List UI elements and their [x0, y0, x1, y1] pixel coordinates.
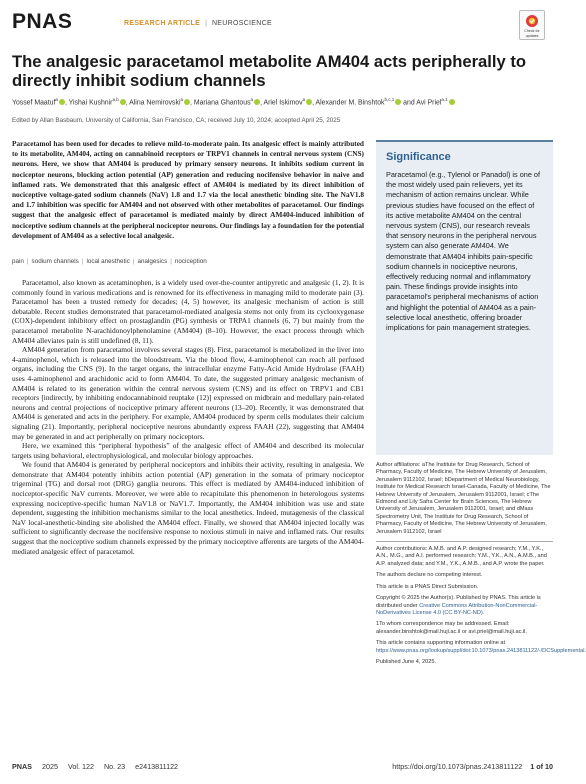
author-affiliations: Author affiliations: aThe Institute for Drug Research, School of Pharmacy, Faculty of Medicine, The Hebrew University of Jerusalem, Jerusalem 9112102, Israel; bDepartment of Medical Neurobiology, Institute for Medical Research Israel-Canada, Faculty of Medicine, The Hebrew University of Jerusalem, Jerusalem 9112001, Israel; cThe Edmond and Lily Safra Center for Brain Sciences, The Hebrew University of Jerusalem, Jerusalem 9112001, Israel; and dMass Spectrometry Unit, The Institute for Drug Research, School of Pharmacy, Faculty of Medicine, The Hebrew University of Jerusalem, Jerusalem 9112102, Israel — [376, 462, 551, 535]
body-paragraph: We found that AM404 is generated by peripheral nociceptors and inhibits their activity, resulting in analgesia. We demonstrate that AM404 potently inhibits action potential (AP) generation in the somata of primary nociceptor trigeminal (TG) and dorsal root (DRG) ganglia neurons. This effect is mediated by AM404-induced inhibition of nociceptor-specific NaV currents. Moreover, we were able to recapitulate this phenomenon in heterologous systems expressing nociceptive-specific human NaV1.8 or NaV1.7. Importantly, the AM404 inhibition was use and state dependent, suggesting the inhibition mechanisms similar to the local anesthetics. Indeed, mutagenesis of the classical NaV local-anesthetic-binding site abolished the AM404 effect. Finally, we showed that AM404 injected locally was sufficient to significantly decrease the nocifensive response to noxious stimuli in naive and inflamed rats. Our results suggest that the nociceptive sodium channels expressed by the primary nociceptive afferents are targets of the AM404-mediated analgesic effect of paracetamol. — [12, 460, 364, 556]
keywords — [12, 258, 207, 265]
copyright-text: Copyright © 2025 the Author(s). Published by PNAS. This article is distributed under — [376, 595, 541, 609]
page-header — [12, 10, 553, 40]
check-updates-line1: Check for — [524, 29, 540, 33]
footer-year: 2025 — [41, 762, 58, 771]
edited-line: Edited by Allan Basbaum, University of California, San Francisco, CA; received July 10, 2024; accepted April 25, 2025 — [12, 117, 341, 124]
article-tags — [124, 20, 272, 27]
check-updates-line2: updates — [525, 34, 539, 38]
article-section[interactable]: NEUROSCIENCE — [211, 20, 272, 27]
author-affiliation-marker: a — [250, 97, 254, 102]
significance-text: Paracetamol (e.g., Tylenol or Panadol) is one of the most widely used pain relievers, yet its mechanism of action remains unclear. While previous studies have focused on the effect of its active metabolite AM404 on the central nervous system (CNS), our research reveals that sensory neurons in the peripheral nervous system can also generate AM404. We demonstrate that AM404 inhibits pain-specific sodium channels in nociceptive neurons, effectively reducing normal and inflammatory pain. These findings provide insights into paracetamol's peripheral mechanisms of action and highlight the potential of AM404 as a pain-selective local anesthetic, offering broader implications for pain management strategies. — [386, 170, 540, 333]
direct-submission-note: This article is a PNAS Direct Submission. — [376, 583, 479, 590]
footer-volume: Vol. 122 — [67, 762, 94, 771]
keyword-separator: | — [81, 258, 84, 265]
keyword-separator: | — [170, 258, 172, 265]
keyword[interactable]: analgesics — [137, 258, 168, 265]
author-name[interactable]: Mariana Ghantous — [193, 99, 251, 107]
article-type: RESEARCH ARTICLE — [124, 20, 201, 27]
author-name[interactable]: Alexander M. Binshtok — [315, 99, 385, 107]
supporting-info-text: This article contains supporting information online at — [376, 640, 506, 647]
keyword[interactable]: local anesthetic — [86, 258, 130, 265]
copyright-note — [376, 595, 553, 617]
author-affiliation-marker: a — [55, 97, 58, 102]
footer-article-id: e2413811122 — [135, 762, 179, 771]
author-name[interactable]: Yishai Kushnir — [68, 99, 113, 107]
significance-title: Significance — [386, 151, 451, 163]
supporting-info-link[interactable]: https://www.pnas.org/lookup/suppl/doi:10.1073/pnas.2413811122/-/DCSupplemental. — [376, 647, 586, 654]
author-separator: , — [260, 99, 264, 107]
author-affiliation-marker: a — [302, 97, 306, 102]
author-separator: , — [190, 99, 194, 107]
published-date: Published June 4, 2025. — [376, 658, 437, 665]
author-separator: , — [64, 99, 69, 107]
author-affiliation-marker: a,b — [112, 97, 119, 102]
author-name[interactable]: Yossef Maatuf — [12, 99, 56, 107]
author-name[interactable]: Ariel Iskimov — [263, 99, 303, 107]
keyword[interactable]: nociception — [174, 258, 207, 265]
author-affiliation-marker: b,c,1 — [384, 97, 395, 102]
body-paragraph: Paracetamol, also known as acetaminophen, is a widely used over-the-counter antipyretic and analgesic (1, 2). It is commonly found in various medications and is renowned for its effectiveness in managing mild to moderate pain (3). Paracetamol has been a trusted remedy for decades; (4, 5) however, its analgesic mechanism of action is still debatable. Recent studies demonstrated that paracetamol-mediated analgesia stems not only from its cyclooxygenase (COX)-dependent inhibitory effect on prostaglandin (PG) synthesis or TRPA1 channels (6, 7) but mainly from the paracetamol metabolite N-arachidonoylphenolamine (AM404) (8–10). However, the exact process through which AM404 alleviates pain is still undefined (8, 11). — [12, 278, 364, 345]
license-link[interactable]: Creative Commons Attribution-NonCommercial-NoDerivatives License 4.0 (CC BY-NC-ND). — [376, 602, 538, 616]
correspondence-note[interactable]: 1To whom correspondence may be addressed. Email: alexander.binshtok@mail.huji.ac.il or avi.priel@mail.huji.ac.il. — [376, 621, 527, 635]
significance-box — [376, 140, 553, 455]
article-body — [12, 278, 364, 556]
divider — [376, 541, 553, 542]
footer-doi-link[interactable]: https://doi.org/10.1073/pnas.2413811122 — [392, 762, 523, 771]
article-title: The analgesic paracetamol metabolite AM404 acts peripherally to directly inhibit sodium channels — [12, 52, 526, 90]
author-conjunction: and — [401, 99, 417, 107]
supporting-info-note — [376, 640, 586, 655]
page-footer — [12, 762, 553, 774]
author-name[interactable]: Avi Priel — [416, 99, 442, 107]
competing-interest: The authors declare no competing interest. — [376, 572, 483, 579]
author-affiliation-marker: a,1 — [441, 97, 448, 102]
check-for-updates-badge[interactable] — [519, 10, 545, 40]
keyword[interactable]: pain — [12, 258, 24, 265]
footer-issue: No. 23 — [103, 762, 126, 771]
author-contributions: Author contributions: A.M.B. and A.P. designed research; Y.M., Y.K., A.N., M.G., and A.I. performed research; Y.M., Y.K., A.N., A.M.B., and A.P. analyzed data; and Y.M., Y.K., A.M.B., and A.P. wrote the paper. — [376, 546, 547, 567]
journal-logo[interactable]: PNAS — [12, 10, 73, 33]
body-paragraph: AM404 generation from paracetamol involves several stages (8). First, paracetamol is metabolized in the liver into 4-aminophenol, which is released into the bloodstream. Via the blood flow, 4-aminophenol can reach all perfused organs, including the CNS (9). In the target organs, the intracellular enzyme Fatty-Acid Amide Hydrolase (FAAH) uses 4-aminophenol and arachidonic acid to form AM404. To date, the suggested primary analgesic mechanism of AM404 is related to its generation within the central nervous system (CNS) and its effect on TRPV1 and CB1 receptors [indirectly, by inhibiting endocannabinoid reuptake (12)] expressed on midbrain and medullary pain-related neurons and central projections of nociceptive primary afferent neurons (13–20). Recently, it was demonstrated that AM404 is generated and acts in the periphery. For example, AM404 produced by sperm cells modulates their calcium signaling (21). Importantly, peripheral nociceptive neurons abundantly express FAAH (22), suggesting that AM404 may be generated in and act peripherally on primary nociceptors. — [12, 345, 364, 441]
body-paragraph: Here, we examined this “peripheral hypothesis” of the analgesic effect of AM404 and described its molecular targets using behavioral, electrophysiological, and molecular biology approaches. — [12, 441, 364, 460]
check-updates-icon — [525, 14, 539, 28]
keyword[interactable]: sodium channels — [31, 258, 79, 265]
orcid-icon[interactable] — [449, 99, 455, 105]
author-list — [12, 97, 557, 106]
author-affiliation-marker: a — [180, 97, 183, 102]
abstract: Paracetamol has been used for decades to relieve mild-to-moderate pain. Its analgesic effect is mainly attributed to its metabolite, AM404, acting on cannabinoid receptors or TRPV1 channels in central nervous system (CNS) neurons. Here, we show that AM404 is produced by primary sensory neurons. It inhibits sodium current in nociceptor neurons, blocking action potential (AP) generation and reducing nocifensive behavior in naive and inflamed rats. We demonstrated that this analgesic effect of AM404 is mediated by its direct inhibition of nociceptive voltage-gated sodium channels (NaV) 1.8 and 1.7 via the local anesthetic binding site. The NaV1.8 and 1.7 inhibition was specific for AM404 and not observed with other metabolites of paracetamol. Our findings suggest that the analgesic effect of paracetamol is mediated mainly by direct AM404-induced inhibition of nociceptive sodium channels at the peripheral nociceptor neurons. Our findings lay a foundation for the potential development of AM404 as a selective local analgesic. — [12, 139, 364, 240]
footer-journal: PNAS — [12, 762, 32, 771]
author-separator: , — [125, 99, 130, 107]
footer-page-number: 1 of 10 — [530, 762, 553, 771]
keyword-separator: | — [26, 258, 29, 265]
author-separator: , — [312, 99, 316, 107]
tag-separator: | — [205, 20, 207, 27]
keyword-separator: | — [132, 258, 135, 265]
author-name[interactable]: Alina Nemirovski — [129, 99, 181, 107]
side-notes — [376, 462, 586, 670]
